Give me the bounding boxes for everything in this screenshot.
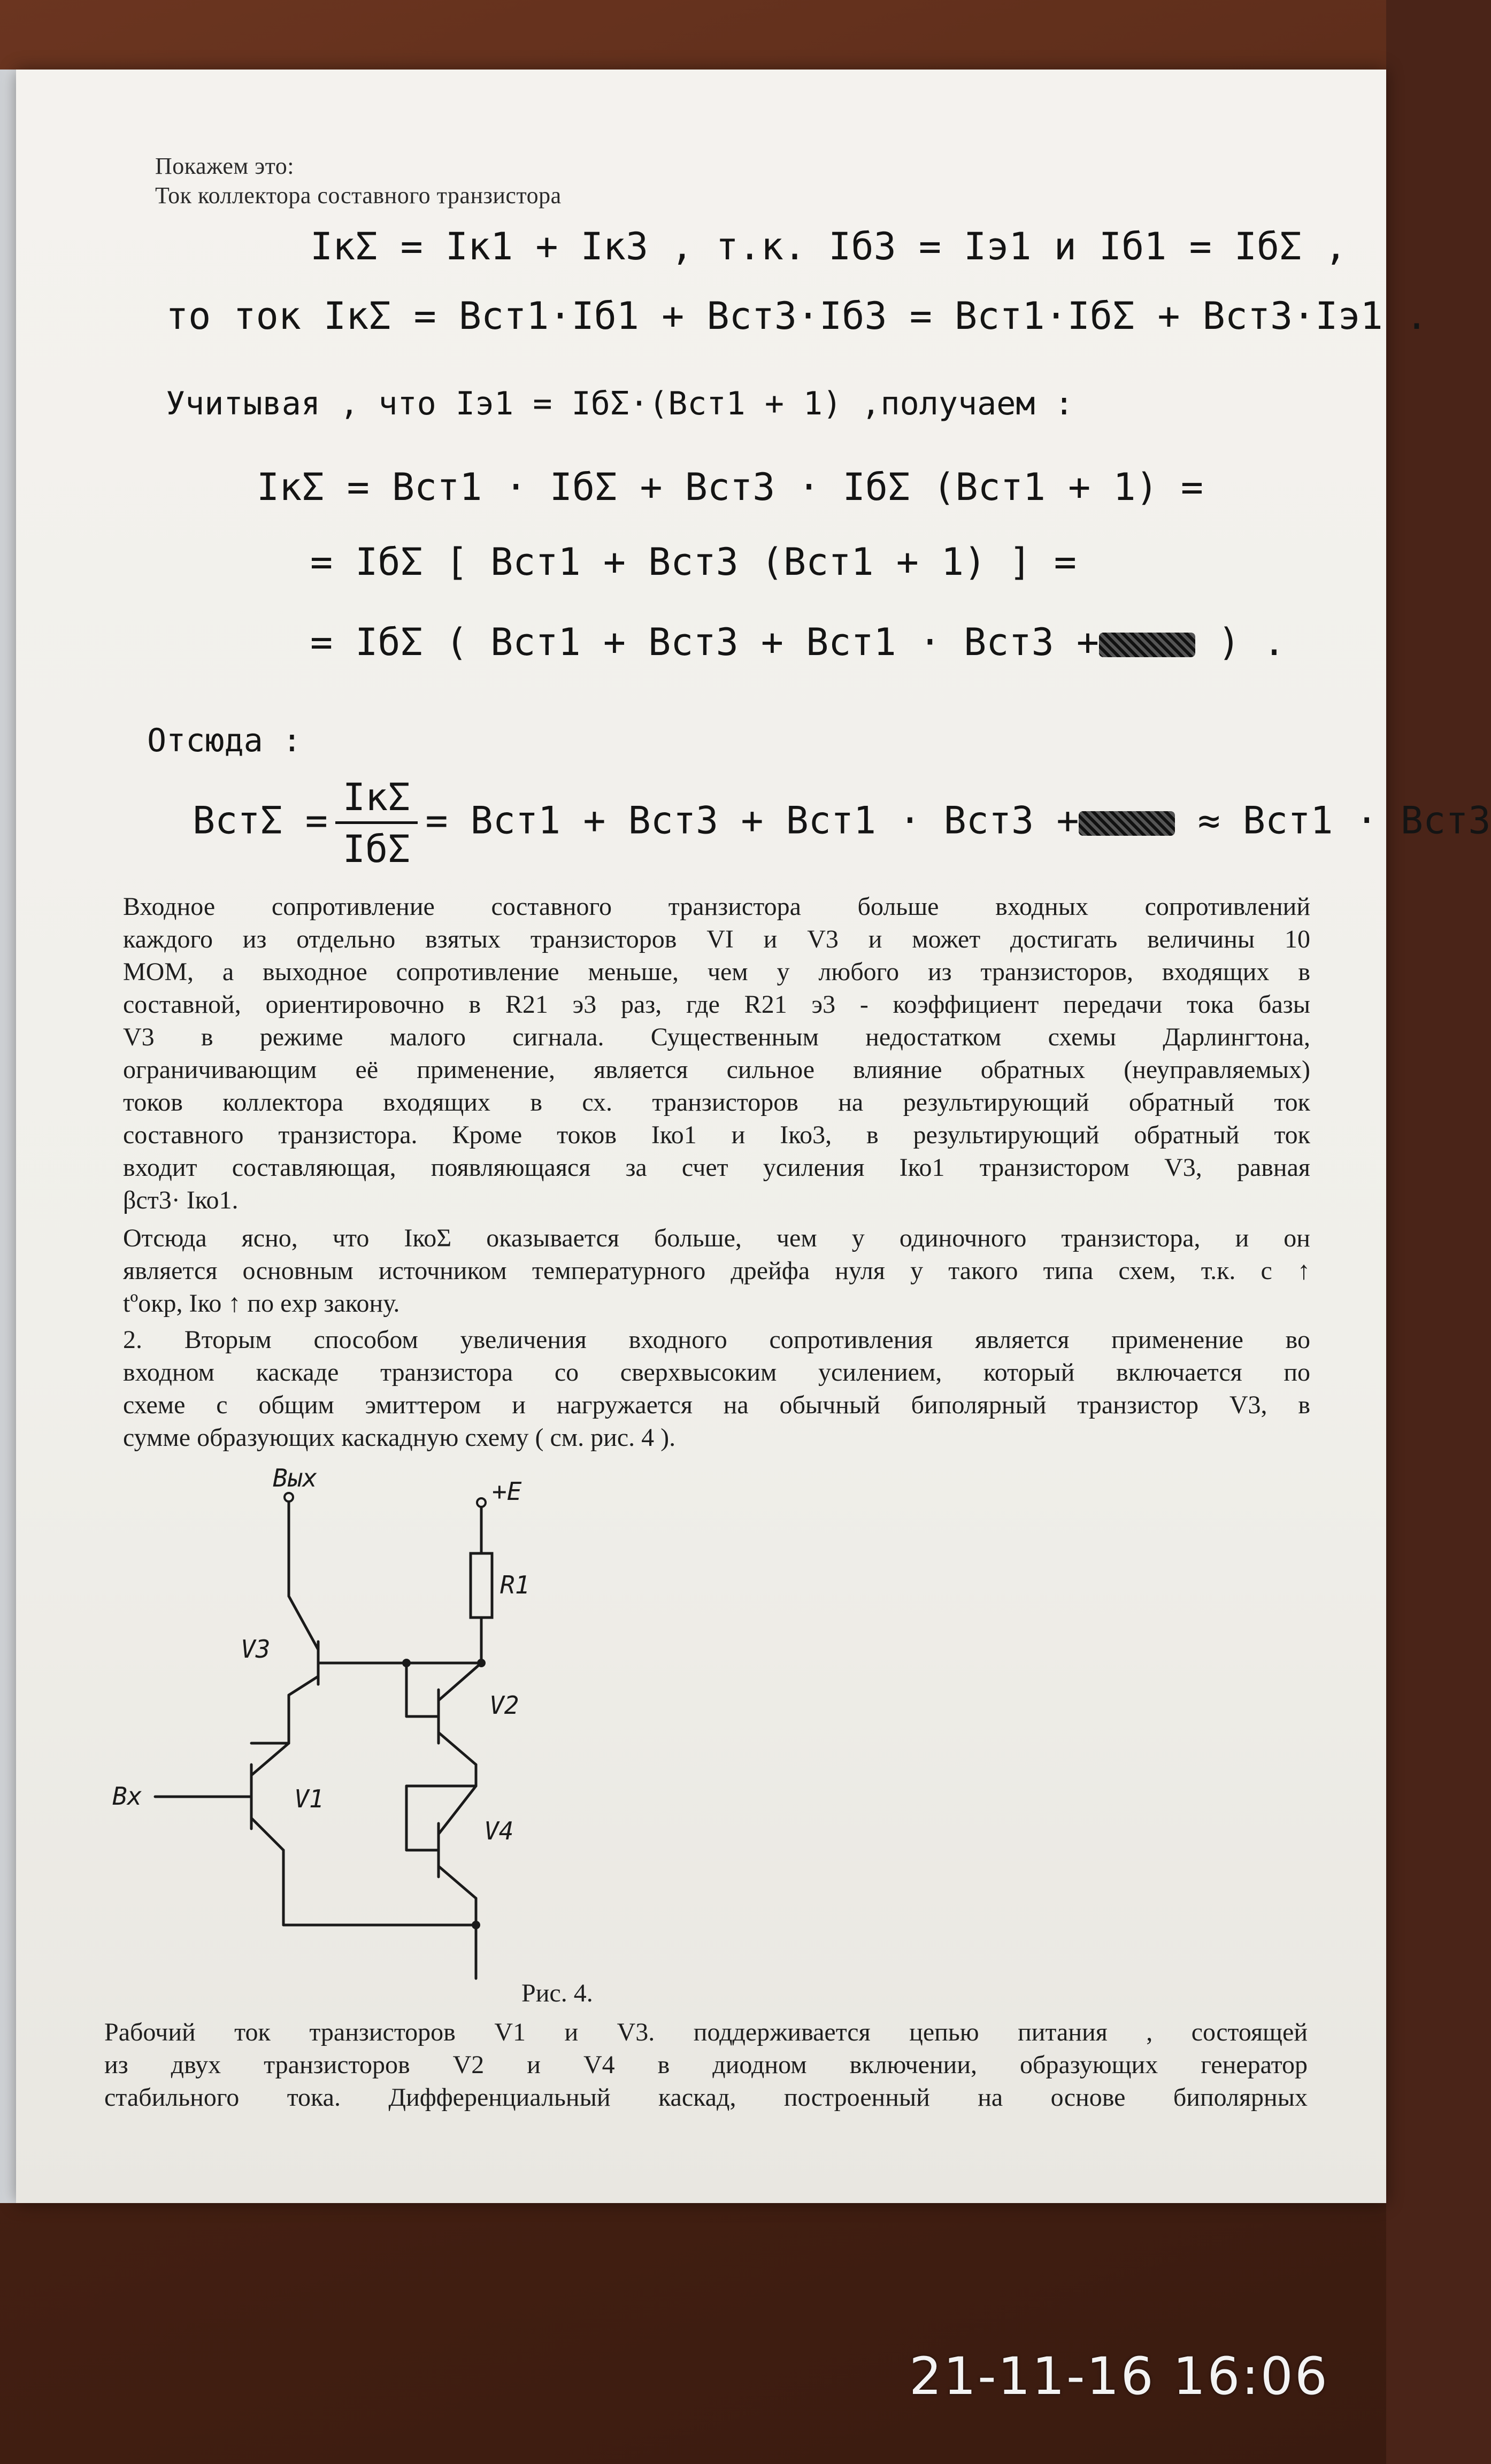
equation-2: то ток IкΣ = Bст1·Iб1 + Bст3·Iб3 = Bст1·IбΣ + Bст3·Iэ1 . [166, 294, 1428, 338]
final-lhs: BстΣ = [193, 798, 328, 843]
paragraph-line: 2. Вторым способом увеличения входного сопротивления является применение во [123, 1326, 1310, 1354]
v3-collector [289, 1596, 318, 1650]
intro-line-1: Покажем это: [155, 153, 294, 179]
paragraph-line: tºокр, Iко ↑ по exp закону. [123, 1289, 400, 1318]
paragraph-line: сумме образующих каскадную схему ( см. рис. 4 ). [123, 1423, 676, 1452]
paragraph-line: составной, ориентировочно в R21 э3 раз, где R21 э3 - коэффициент передачи тока базы [123, 990, 1310, 1019]
supply-terminal [477, 1498, 486, 1507]
paragraph-line: каждого из отдельно взятых транзисторов VI и V3 и может достигать величины 10 [123, 925, 1310, 953]
label-r1: R1 [500, 1570, 530, 1599]
otsyuda-label: Отсюда : [147, 722, 302, 759]
paragraph-3 [123, 1323, 1310, 1454]
v2-emitter [439, 1732, 476, 1765]
equation-1: IкΣ = Iк1 + Iк3 , т.к. Iб3 = Iэ1 и Iб1 = IбΣ , [310, 225, 1347, 268]
paragraph-line: V3 в режиме малого сигнала. Существенным недостатком схемы Дарлингтона, [123, 1023, 1310, 1051]
intro-line-2: Ток коллектора составного транзистора [155, 182, 562, 209]
paragraph-line: является основным источником температурного дрейфа нуля у такого типа схем, т.к. с ↑ [123, 1257, 1310, 1285]
output-terminal [285, 1493, 293, 1502]
equation-6-main: = IбΣ ( Bст1 + Bст3 + Bст1 · Bст3 + [310, 620, 1100, 664]
crossed-out-term [1099, 633, 1195, 657]
v1-emitter [251, 1818, 283, 1850]
fraction [335, 775, 418, 871]
junction-dot [402, 1659, 411, 1667]
equation-5: = IбΣ [ Bст1 + Bст3 (Bст1 + 1) ] = [310, 540, 1077, 584]
v1-collector [251, 1743, 289, 1775]
label-v4: V4 [484, 1816, 514, 1845]
label-v1: V1 [294, 1784, 324, 1813]
paragraph-line: МОМ, а выходное сопротивление меньше, чем у любого из транзисторов, входящих в [123, 958, 1310, 986]
paragraph-1 [123, 890, 1310, 1216]
paragraph-line: стабильного тока. Дифференциальный каскад, построенный на основе биполярных [104, 2083, 1308, 2112]
v2-collector [439, 1663, 481, 1700]
equation-6 [310, 620, 1286, 664]
paragraph-line: Рабочий ток транзисторов V1 и V3. поддерживается цепью питания , состоящей [104, 2018, 1308, 2046]
paragraph-2 [123, 1222, 1310, 1320]
crossed-out-term-2 [1079, 811, 1175, 836]
paragraph-line: из двух транзисторов V2 и V4 в диодном включении, образующих генератор [104, 2051, 1308, 2079]
fraction-denominator: IбΣ [342, 827, 411, 871]
v4-collector [439, 1786, 476, 1834]
paragraph-line: Отсюда ясно, что IкоΣ оказывается больше, чем у одиночного транзистора, и он [123, 1224, 1310, 1252]
label-v2: V2 [489, 1691, 519, 1720]
paragraph-line: токов коллектора входящих в сх. транзисторов на результирующий обратный ток [123, 1088, 1310, 1116]
junction-dot [477, 1659, 486, 1667]
photo-timestamp: 21-11-16 16:06 [909, 2346, 1329, 2406]
equation-6-end: ) . [1195, 620, 1286, 664]
circuit-diagram [91, 1465, 551, 2000]
label-input: Вх [112, 1782, 142, 1811]
final-rhs: = Bст1 + Bст3 + Bст1 · Bст3 + [425, 798, 1079, 843]
equation-3: Учитывая , что Iэ1 = IбΣ·(Bст1 + 1) ,получаем : [166, 385, 1074, 422]
equation-4: IкΣ = Bст1 · IбΣ + Bст3 · IбΣ (Bст1 + 1) = [257, 465, 1204, 509]
junction-dot [472, 1921, 480, 1929]
paragraph-line: Входное сопротивление составного транзистора больше входных сопротивлений [123, 892, 1310, 921]
paragraph-line: входном каскаде транзистора со сверхвысоким усилением, который включается по [123, 1358, 1310, 1387]
final-equation [193, 775, 1491, 871]
paragraph-line: составного транзистора. Кроме токов Iко1 и Iко3, в результирующий обратный ток [123, 1121, 1310, 1149]
final-approx: ≈ Bст1 · Bст3 [1175, 798, 1491, 843]
label-v3: V3 [241, 1635, 271, 1664]
label-plus-e: +E [492, 1477, 522, 1506]
paragraph-line: βст3· Iко1. [123, 1186, 239, 1214]
paragraph-4 [104, 2016, 1308, 2114]
v4-emitter [439, 1866, 476, 1898]
v3-emitter [289, 1676, 318, 1695]
label-output: Вых [273, 1464, 318, 1492]
paragraph-line: входит составляющая, появляющаяся за счет усиления Iко1 транзистором V3, равная [123, 1153, 1310, 1182]
figure-caption: Рис. 4. [521, 1979, 593, 2007]
fraction-numerator: IкΣ [335, 775, 418, 824]
paragraph-line: ограничивающим её применение, является сильное влияние обратных (неуправляемых) [123, 1056, 1310, 1084]
paragraph-line: схеме с общим эмиттером и нагружается на обычный биполярный транзистор V3, в [123, 1391, 1310, 1419]
r1-resistor [471, 1553, 492, 1618]
